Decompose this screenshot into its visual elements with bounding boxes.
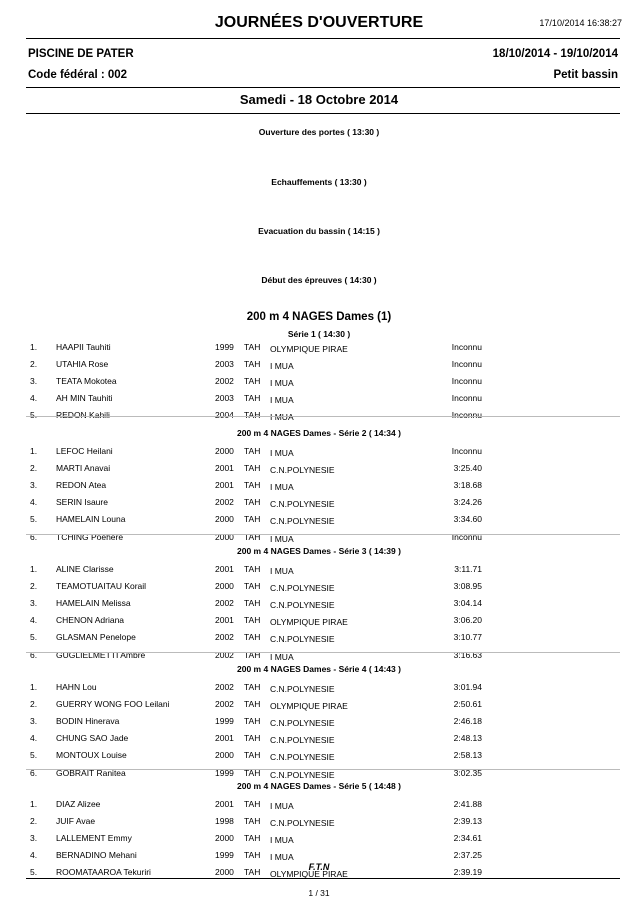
club-name: C.N.POLYNESIE (270, 769, 335, 780)
series-title: 200 m 4 NAGES Dames - Série 3 ( 14:39 ) (237, 546, 401, 556)
page-number: 1 / 31 (308, 888, 330, 898)
rank: 3. (30, 598, 38, 609)
series-title: Série 1 ( 14:30 ) (287, 329, 351, 339)
birth-year: 2002 (215, 497, 234, 508)
entry-time: 3:34.60 (453, 514, 482, 525)
entry-time: Inconnu (451, 446, 482, 456)
swimmer-name: AH MIN Tauhiti (56, 393, 113, 404)
entry-time: Inconnu (451, 342, 482, 352)
swimmer-name: HAAPII Tauhiti (56, 342, 111, 352)
nationality: TAH (244, 359, 261, 370)
entry-time: 2:41.88 (453, 799, 482, 809)
entry-time: 2:50.61 (453, 699, 482, 710)
club-name: C.N.POLYNESIE (270, 634, 335, 645)
swimmer-name: HAHN Lou (56, 682, 97, 692)
entry-time: 2:37.25 (453, 850, 482, 861)
rank: 2. (30, 581, 38, 592)
rank: 3. (30, 480, 38, 491)
federation-footer: F.T.N (308, 862, 330, 872)
club-name: C.N.POLYNESIE (270, 600, 335, 611)
table-row (0, 682, 638, 695)
entry-time: 2:39.19 (453, 867, 482, 878)
nationality: TAH (244, 833, 261, 844)
swimmer-name: TEATA Mokotea (56, 376, 117, 387)
rank: 5. (30, 514, 38, 525)
birth-year: 2000 (215, 514, 234, 525)
event-title: 200 m 4 NAGES Dames (1) (246, 311, 392, 323)
table-row (0, 446, 638, 459)
entry-time: 3:06.20 (453, 615, 482, 626)
club-name: I MUA (270, 361, 294, 372)
rank: 5. (30, 750, 38, 761)
entry-time: 2:34.61 (453, 833, 482, 844)
birth-year: 1999 (215, 850, 234, 861)
birth-year: 1999 (215, 342, 234, 352)
rank: 4. (30, 497, 38, 508)
swimmer-name: GOBRAIT Ranitea (56, 767, 126, 778)
nationality: TAH (244, 632, 261, 643)
rank: 6. (30, 649, 38, 660)
club-name: C.N.POLYNESIE (270, 684, 335, 694)
table-row (0, 598, 638, 611)
table-row (0, 615, 638, 628)
birth-year: 2002 (215, 598, 234, 609)
club-name: C.N.POLYNESIE (270, 516, 335, 527)
club-name: C.N.POLYNESIE (270, 818, 335, 829)
birth-year: 2001 (215, 615, 234, 626)
nationality: TAH (244, 598, 261, 609)
swimmer-name: DIAZ Alizee (56, 799, 101, 809)
nationality: TAH (244, 750, 261, 761)
pool-type: Petit bassin (553, 69, 618, 81)
session-day: Samedi - 18 Octobre 2014 (239, 92, 399, 107)
birth-year: 2001 (215, 564, 234, 574)
swimmer-name: REDON Kahili (56, 410, 110, 421)
rank: 6. (30, 767, 38, 778)
club-name: C.N.POLYNESIE (270, 583, 335, 594)
birth-year: 2002 (215, 376, 234, 387)
club-name: I MUA (270, 482, 294, 493)
entry-time: 3:02.35 (453, 767, 482, 778)
entry-time: 3:11.71 (454, 564, 482, 574)
birth-year: 1999 (215, 767, 234, 778)
rank: 4. (30, 393, 38, 404)
entry-time: 3:01.94 (453, 682, 482, 692)
club-name: I MUA (270, 835, 294, 846)
birth-year: 2004 (215, 410, 234, 421)
birth-year: 2002 (215, 632, 234, 643)
nationality: TAH (244, 581, 261, 592)
swimmer-name: UTAHIA Rose (56, 359, 109, 370)
table-row (0, 632, 638, 645)
club-name: OLYMPIQUE PIRAE (270, 701, 348, 712)
table-row (0, 463, 638, 476)
table-row (0, 581, 638, 594)
footer-divider (26, 878, 620, 879)
day-divider-top (26, 87, 620, 88)
swimmer-name: CHENON Adriana (56, 615, 125, 626)
rank: 4. (30, 733, 38, 744)
swimmer-name: MONTOUX Louise (56, 750, 127, 761)
swimmer-name: TEAMOTUAITAU Korail (56, 581, 147, 592)
entry-time: 2:48.13 (453, 733, 482, 744)
rank: 1. (30, 342, 38, 352)
rank: 2. (30, 699, 38, 710)
rank: 3. (30, 833, 38, 844)
birth-year: 2002 (215, 649, 234, 660)
nationality: TAH (244, 446, 261, 456)
swimmer-name: HAMELAIN Louna (56, 514, 126, 525)
club-name: OLYMPIQUE PIRAE (270, 869, 348, 880)
entry-time: Inconnu (451, 531, 482, 542)
swimmer-name: BERNADINO Mehani (56, 850, 137, 861)
nationality: TAH (244, 410, 261, 421)
rank: 5. (30, 632, 38, 643)
entry-time: 3:04.14 (453, 598, 482, 609)
entry-time: 3:18.68 (453, 480, 482, 491)
nationality: TAH (244, 514, 261, 525)
series-separator (26, 416, 620, 417)
swimmer-name: BODIN Hinerava (56, 716, 120, 727)
nationality: TAH (244, 376, 261, 387)
print-timestamp: 17/10/2014 16:38:27 (539, 18, 622, 28)
club-name: I MUA (270, 566, 294, 576)
birth-year: 2001 (215, 799, 234, 809)
rank: 1. (30, 799, 38, 809)
swimmer-name: GLASMAN Penelope (56, 632, 136, 643)
nationality: TAH (244, 342, 261, 352)
club-name: I MUA (270, 395, 294, 406)
birth-year: 2002 (215, 699, 234, 710)
birth-year: 1998 (215, 816, 234, 827)
entry-time: 2:46.18 (453, 716, 482, 727)
swimmer-name: REDON Atea (56, 480, 107, 491)
swimmer-name: LEFOC Heilani (56, 446, 113, 456)
swimmer-name: MARTI Anavai (56, 463, 111, 474)
table-row (0, 497, 638, 510)
club-name: I MUA (270, 852, 294, 863)
rank: 2. (30, 359, 38, 370)
schedule-evacuation: Evacuation du bassin ( 14:15 ) (258, 226, 380, 236)
swimmer-name: LALLEMENT Emmy (56, 833, 132, 844)
rank: 3. (30, 716, 38, 727)
entry-time: Inconnu (451, 393, 482, 404)
series-separator (26, 652, 620, 653)
nationality: TAH (244, 733, 261, 744)
entry-time: 3:25.40 (453, 463, 482, 474)
table-row (0, 393, 638, 406)
entry-time: Inconnu (451, 359, 482, 370)
table-row (0, 699, 638, 712)
swimmer-name: TCHING Poehere (56, 531, 124, 542)
nationality: TAH (244, 867, 261, 878)
nationality: TAH (244, 850, 261, 861)
birth-year: 2000 (215, 750, 234, 761)
table-row (0, 376, 638, 389)
club-name: C.N.POLYNESIE (270, 499, 335, 510)
series-separator (26, 769, 620, 770)
nationality: TAH (244, 480, 261, 491)
nationality: TAH (244, 497, 261, 508)
entry-time: Inconnu (451, 376, 482, 387)
table-row (0, 342, 638, 355)
federal-code: Code fédéral : 002 (28, 69, 128, 81)
series-title: 200 m 4 NAGES Dames - Série 5 ( 14:48 ) (237, 781, 401, 791)
venue-name: PISCINE DE PATER (28, 48, 134, 60)
schedule-start: Début des épreuves ( 14:30 ) (261, 275, 377, 285)
birth-year: 2003 (215, 393, 234, 404)
club-name: OLYMPIQUE PIRAE (270, 617, 348, 628)
club-name: I MUA (270, 801, 294, 811)
swimmer-name: SERIN Isaure (56, 497, 108, 508)
rank: 3. (30, 376, 38, 387)
header-divider (26, 38, 620, 39)
table-row (0, 564, 638, 577)
club-name: OLYMPIQUE PIRAE (270, 344, 348, 354)
series-separator (26, 534, 620, 535)
page-title: JOURNÉES D'OUVERTURE (214, 14, 424, 31)
birth-year: 2003 (215, 359, 234, 370)
club-name: I MUA (270, 412, 294, 423)
rank: 1. (30, 564, 38, 574)
rank: 1. (30, 446, 38, 456)
table-row (0, 733, 638, 746)
series-title: 200 m 4 NAGES Dames - Série 4 ( 14:43 ) (237, 664, 401, 674)
birth-year: 2000 (215, 581, 234, 592)
table-row (0, 799, 638, 812)
table-row (0, 480, 638, 493)
entry-time: 3:10.77 (453, 632, 482, 643)
series-title: 200 m 4 NAGES Dames - Série 2 ( 14:34 ) (237, 428, 401, 438)
nationality: TAH (244, 767, 261, 778)
birth-year: 2001 (215, 733, 234, 744)
entry-time: 3:16.63 (453, 649, 482, 660)
entry-time: 3:24.26 (453, 497, 482, 508)
birth-year: 2000 (215, 833, 234, 844)
rank: 5. (30, 867, 38, 878)
nationality: TAH (244, 531, 261, 542)
birth-year: 2000 (215, 446, 234, 456)
birth-year: 2000 (215, 531, 234, 542)
swimmer-name: GUGLIELMETTI Ambre (56, 649, 146, 660)
swimmer-name: JUIF Avae (56, 816, 96, 827)
rank: 6. (30, 531, 38, 542)
nationality: TAH (244, 716, 261, 727)
club-name: C.N.POLYNESIE (270, 735, 335, 746)
rank: 4. (30, 615, 38, 626)
birth-year: 2002 (215, 682, 234, 692)
swimmer-name: GUERRY WONG FOO Leilani (56, 699, 170, 710)
swimmer-name: ALINE Clarisse (56, 564, 114, 574)
table-row (0, 833, 638, 846)
nationality: TAH (244, 463, 261, 474)
swimmer-name: ROOMATAAROA Tekuriri (56, 867, 151, 878)
birth-year: 2001 (215, 463, 234, 474)
club-name: C.N.POLYNESIE (270, 718, 335, 729)
nationality: TAH (244, 816, 261, 827)
rank: 2. (30, 463, 38, 474)
rank: 2. (30, 816, 38, 827)
table-row (0, 750, 638, 763)
rank: 1. (30, 682, 38, 692)
birth-year: 1999 (215, 716, 234, 727)
swimmer-name: CHUNG SAO Jade (56, 733, 129, 744)
table-row (0, 514, 638, 527)
club-name: C.N.POLYNESIE (270, 752, 335, 763)
meet-dates: 18/10/2014 - 19/10/2014 (492, 48, 618, 60)
schedule-warmup: Echauffements ( 13:30 ) (271, 177, 367, 187)
table-row (0, 816, 638, 829)
nationality: TAH (244, 564, 261, 574)
birth-year: 2001 (215, 480, 234, 491)
table-row (0, 716, 638, 729)
entry-time: Inconnu (451, 410, 482, 421)
entry-time: 2:39.13 (453, 816, 482, 827)
nationality: TAH (244, 682, 261, 692)
club-name: C.N.POLYNESIE (270, 465, 335, 476)
rank: 5. (30, 410, 38, 421)
birth-year: 2000 (215, 867, 234, 878)
schedule-doors: Ouverture des portes ( 13:30 ) (258, 127, 380, 137)
nationality: TAH (244, 699, 261, 710)
club-name: I MUA (270, 533, 294, 544)
entry-time: 3:08.95 (453, 581, 482, 592)
nationality: TAH (244, 393, 261, 404)
nationality: TAH (244, 649, 261, 660)
club-name: I MUA (270, 448, 294, 458)
table-row (0, 359, 638, 372)
swimmer-name: HAMELAIN Melissa (56, 598, 131, 609)
day-divider-bottom (26, 113, 620, 114)
nationality: TAH (244, 799, 261, 809)
nationality: TAH (244, 615, 261, 626)
rank: 4. (30, 850, 38, 861)
entry-time: 2:58.13 (453, 750, 482, 761)
club-name: I MUA (270, 651, 294, 662)
club-name: I MUA (270, 378, 294, 389)
